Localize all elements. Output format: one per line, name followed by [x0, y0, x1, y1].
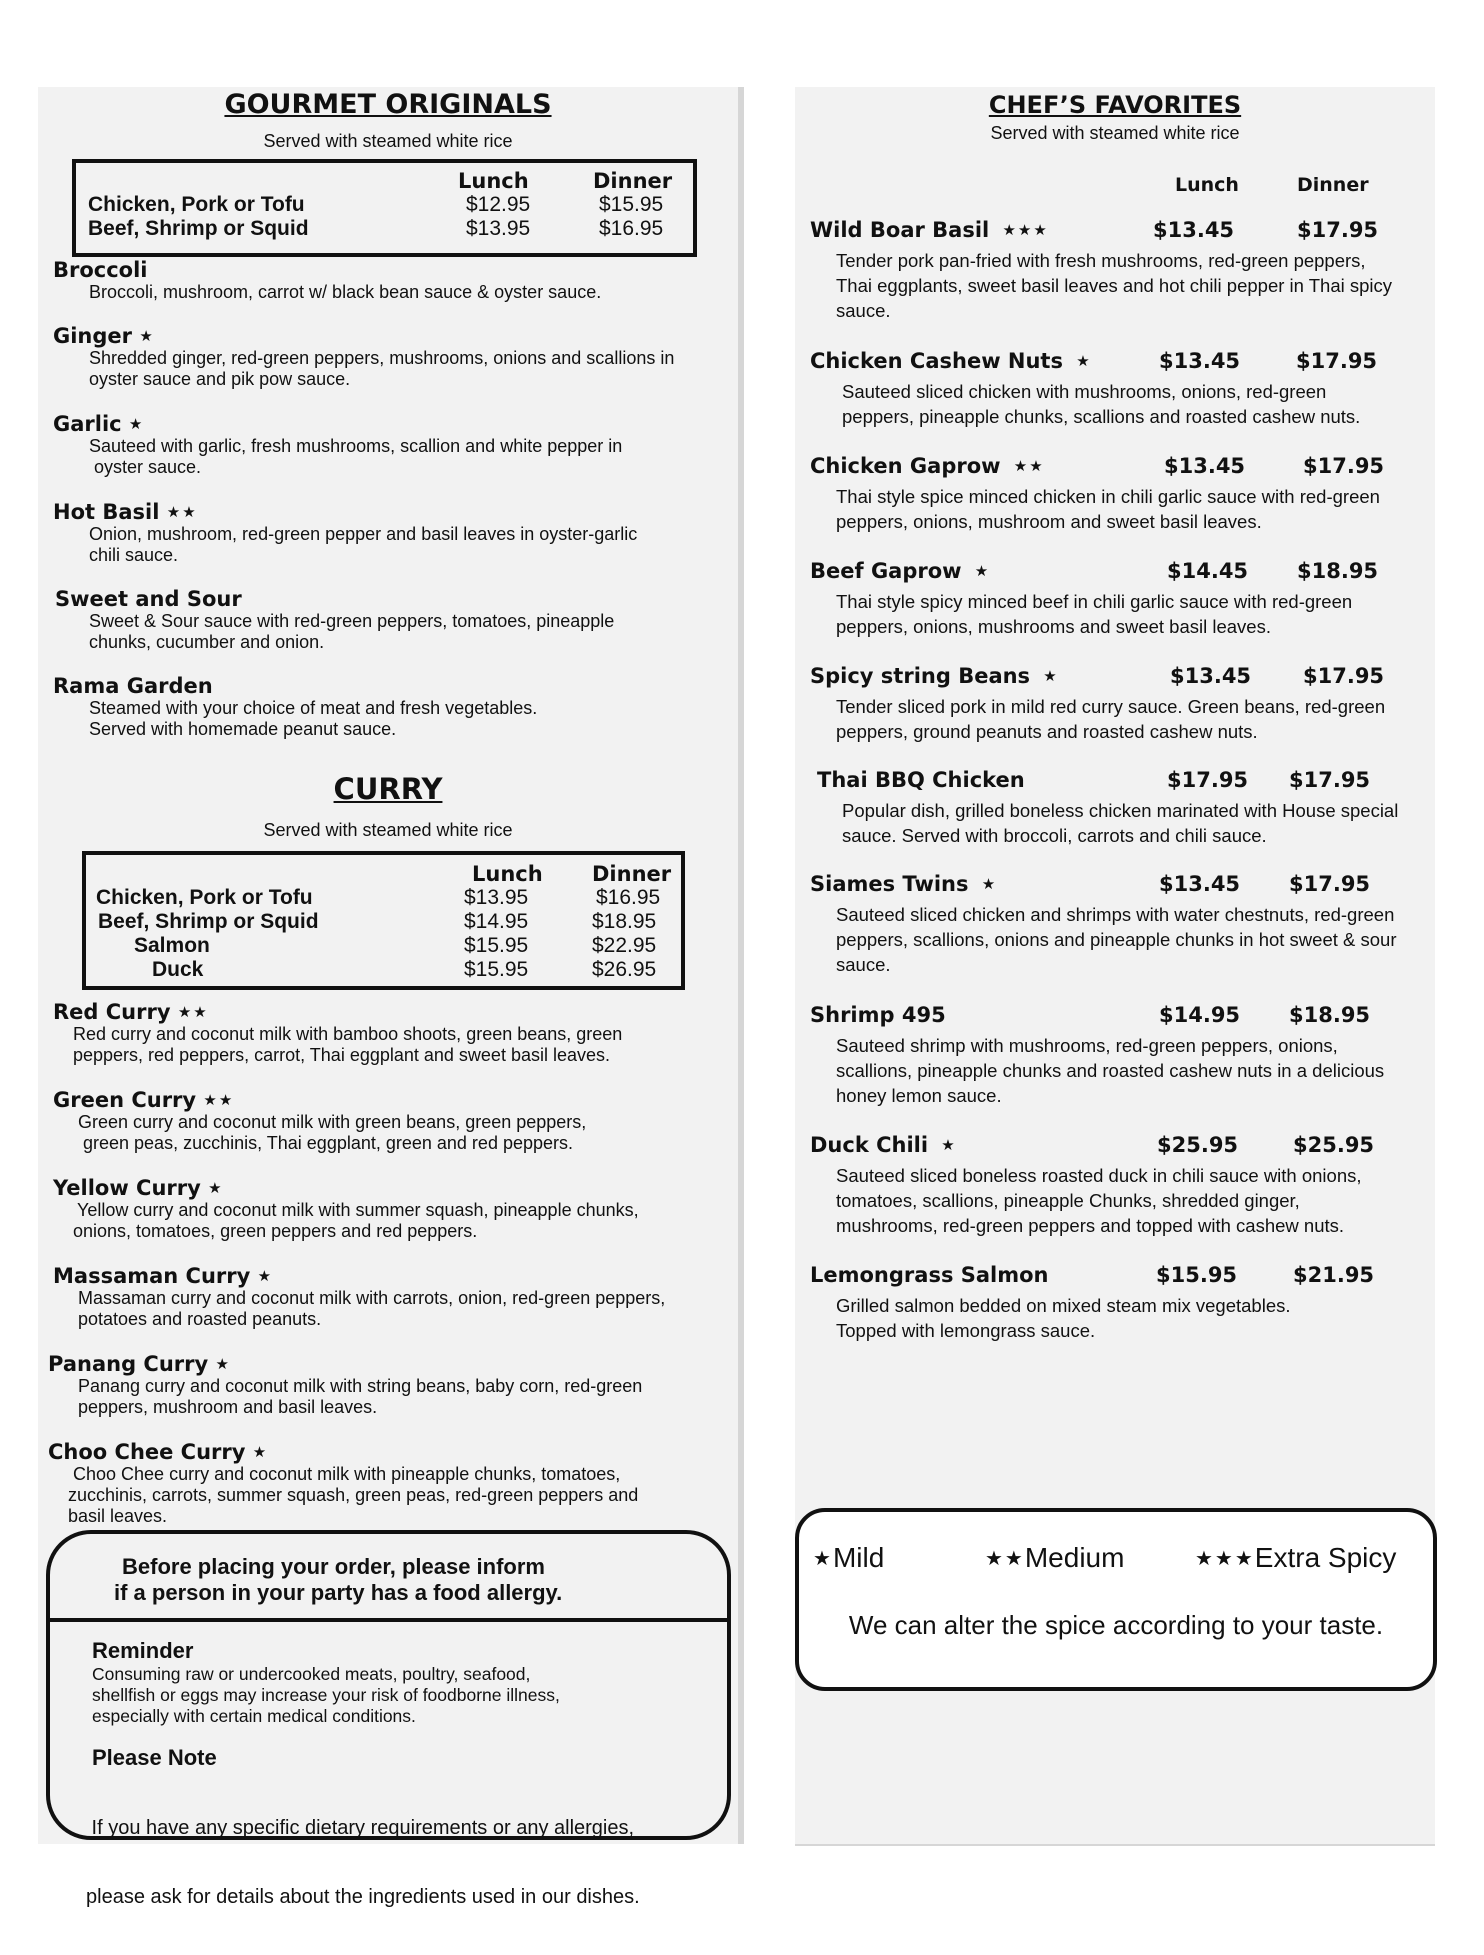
item-name: Shrimp 495 — [810, 1003, 946, 1027]
item-name: Siames Twins ★ — [810, 872, 998, 896]
menu-item-massaman-curry — [53, 1264, 665, 1330]
item-name: Rama Garden — [53, 674, 213, 698]
menu-item-green-curry — [53, 1088, 586, 1154]
item-desc: Broccoli, mushroom, carrot w/ black bean sauce & oyster sauce. — [89, 282, 602, 302]
dinner-price: $17.95 — [1297, 218, 1379, 242]
gourmet-subtitle: Served with steamed white rice — [263, 131, 513, 151]
item-name: Ginger ★ — [53, 324, 155, 348]
dinner-price: $17.95 — [1289, 872, 1371, 896]
curry-price-row: Beef, Shrimp or Squid $14.95 $18.95 — [98, 910, 657, 933]
menu-item-ginger — [53, 324, 674, 390]
item-name: Lemongrass Salmon — [810, 1263, 1049, 1287]
item-desc: Thai style spicy minced beef in chili garlic sauce with red-green peppers, onions, mushrooms and sweet basil leaves. — [836, 591, 1353, 637]
chef-col-dinner: Dinner — [1297, 174, 1369, 196]
item-desc: Steamed with your choice of meat and fresh vegetables. Served with homemade peanut sauce. — [89, 698, 538, 739]
gourmet-price-row: Chicken, Pork or Tofu $12.95 $15.95 — [88, 193, 664, 216]
curry-col-lunch: Lunch — [472, 862, 543, 886]
lunch-price: $17.95 — [1167, 768, 1249, 792]
dinner-price: $18.95 — [1289, 1003, 1371, 1027]
lunch-price: $14.45 — [1167, 559, 1249, 583]
spice-note: We can alter the spice according to your taste. — [848, 1610, 1384, 1640]
spice-medium: ★★Medium — [985, 1542, 1125, 1573]
item-desc: Red curry and coconut milk with bamboo shoots, green beans, green peppers, red peppers, carrot, Thai eggplant and sweet basil leaves. — [73, 1024, 623, 1065]
item-name: Duck Chili ★ — [810, 1133, 957, 1157]
spice-star-icon: ★★ — [203, 1091, 235, 1109]
item-name: Wild Boar Basil ★★★ — [810, 218, 1049, 242]
lunch-price: $13.45 — [1170, 664, 1252, 688]
gourmet-title: GOURMET ORIGINALS — [224, 89, 552, 120]
dinner-price: $21.95 — [1293, 1263, 1375, 1287]
reminder-section: Reminder Consuming raw or undercooked meats, poultry, seafood, shellfish or eggs may increase your risk of foodborne illness, especially with certain medical conditions. — [92, 1638, 560, 1726]
menu-item-panang-curry — [48, 1352, 642, 1418]
item-desc: Sauteed with garlic, fresh mushrooms, scallion and white pepper in oyster sauce. — [89, 436, 623, 477]
lunch-price: $15.95 — [1156, 1263, 1238, 1287]
item-name: Massaman Curry ★ — [53, 1264, 274, 1288]
curry-title: CURRY — [333, 772, 443, 806]
item-name: Choo Chee Curry ★ — [48, 1440, 269, 1464]
allergy-notice-box — [46, 1530, 731, 1908]
item-name: Sweet and Sour — [55, 587, 242, 611]
item-desc: Popular dish, grilled boneless chicken marinated with House special sauce. Served with broccoli, carrots and chili sauce. — [842, 800, 1399, 846]
item-name: Hot Basil ★★ — [53, 500, 198, 524]
dinner-price: $17.95 — [1296, 349, 1378, 373]
menu-item-red-curry — [53, 1000, 622, 1066]
menu-item-sweet-and-sour — [55, 587, 614, 653]
item-desc: Massaman curry and coconut milk with carrots, onion, red-green peppers, potatoes and roasted peanuts. — [78, 1288, 666, 1329]
spice-mild: ★Mild — [813, 1542, 885, 1573]
dinner-price: $17.95 — [1303, 454, 1385, 478]
menu-item-garlic — [53, 412, 622, 478]
lunch-price: $13.45 — [1159, 349, 1241, 373]
item-name: Broccoli — [53, 258, 148, 282]
item-name: Chicken Cashew Nuts ★ — [810, 349, 1092, 373]
curry-price-box — [82, 851, 685, 990]
item-desc: Grilled salmon bedded on mixed steam mix vegetables. Topped with lemongrass sauce. — [836, 1295, 1291, 1341]
reminder-title: Reminder — [92, 1638, 194, 1663]
curry-price-row: Salmon $15.95 $22.95 — [134, 934, 657, 957]
item-desc: Tender sliced pork in mild red curry sauce. Green beans, red-green peppers, ground peanuts and roasted cashew nuts. — [836, 696, 1386, 742]
spice-star-icon: ★ — [1068, 352, 1092, 370]
item-name: Chicken Gaprow ★★ — [810, 454, 1045, 478]
item-desc: Panang curry and coconut milk with string beans, baby corn, red-green peppers, mushroom and basil leaves. — [78, 1376, 643, 1417]
item-desc: Choo Chee curry and coconut milk with pineapple chunks, tomatoes, zucchinis, carrots, summer squash, green peas, red-green peppers and basil leaves. — [68, 1464, 639, 1526]
spice-star-icon: ★ — [974, 875, 998, 893]
allergy-warning: Before placing your order, please inform if a person in your party has a food allergy. — [114, 1554, 563, 1605]
spice-star-icon: ★ — [252, 1443, 269, 1461]
dinner-price: $18.95 — [1297, 559, 1379, 583]
item-desc: Tender pork pan-fried with fresh mushrooms, red-green peppers, Thai eggplants, sweet basil leaves and hot chili pepper in Thai spicy sauce. — [836, 250, 1393, 321]
spice-star-icon: ★★ — [177, 1003, 209, 1021]
dinner-price: $25.95 — [1293, 1133, 1375, 1157]
allergy-divider — [50, 1618, 727, 1622]
item-desc: Thai style spice minced chicken in chili garlic sauce with red-green peppers, onions, mushroom and sweet basil leaves. — [836, 486, 1380, 532]
spice-extra-spicy: ★★★Extra Spicy — [1195, 1542, 1397, 1573]
lunch-price: $13.45 — [1164, 454, 1246, 478]
item-desc: Shredded ginger, red-green peppers, mushrooms, onions and scallions in oyster sauce and pik pow sauce. — [89, 348, 675, 389]
item-name: Spicy string Beans ★ — [810, 664, 1059, 688]
item-desc: Yellow curry and coconut milk with summer squash, pineapple chunks, onions, tomatoes, green peppers and red peppers. — [73, 1200, 639, 1241]
item-name: Panang Curry ★ — [48, 1352, 231, 1376]
item-name: Beef Gaprow ★ — [810, 559, 991, 583]
item-name: Green Curry ★★ — [53, 1088, 235, 1112]
item-name: Garlic ★ — [53, 412, 145, 436]
item-desc: Onion, mushroom, red-green pepper and basil leaves in oyster-garlic chili sauce. — [89, 524, 638, 565]
spice-star-icon: ★★ — [985, 1548, 1025, 1570]
gourmet-col-dinner: Dinner — [593, 169, 673, 193]
item-desc: Sauteed sliced chicken and shrimps with water chestnuts, red-green peppers, scallions, onions and pineapple chunks in hot sweet & sour sauce. — [836, 904, 1397, 975]
lunch-price: $25.95 — [1157, 1133, 1239, 1157]
item-desc: Green curry and coconut milk with green beans, green peppers, green peas, zucchinis, Thai eggplant, green and red peppers. — [78, 1112, 587, 1153]
gourmet-price-row: Beef, Shrimp or Squid $13.95 $16.95 — [88, 217, 664, 240]
menu-item-broccoli — [53, 258, 601, 303]
lunch-price: $13.45 — [1153, 218, 1235, 242]
menu-item-rama-garden — [53, 674, 537, 740]
chef-title: CHEF’S FAVORITES — [988, 91, 1242, 119]
curry-price-row: Chicken, Pork or Tofu $13.95 $16.95 — [96, 886, 661, 909]
item-name: Red Curry ★★ — [53, 1000, 209, 1024]
curry-col-dinner: Dinner — [592, 862, 672, 886]
spice-star-icon: ★ — [257, 1267, 274, 1285]
spice-star-icon: ★★★ — [1195, 1548, 1255, 1570]
menu-item-choo-chee-curry — [48, 1440, 638, 1527]
please-note-section: Please Note If you have any specific dietary requirements or any allergies, please ask for details about the ingredients used in our dishes. — [86, 1745, 640, 1908]
item-desc: Sweet & Sour sauce with red-green peppers, tomatoes, pineapple chunks, cucumber and onion. — [89, 611, 615, 652]
dinner-price: $17.95 — [1289, 768, 1371, 792]
item-desc: Sauteed sliced chicken with mushrooms, onions, red-green peppers, pineapple chunks, scallions and roasted cashew nuts. — [842, 381, 1361, 427]
curry-subtitle: Served with steamed white rice — [263, 820, 513, 840]
spice-star-icon: ★★ — [166, 503, 198, 521]
item-desc: Sauteed sliced boneless roasted duck in chili sauce with onions, tomatoes, scallions, pineapple Chunks, shredded ginger, mushrooms, red-green peppers and topped with cashew nuts. — [836, 1165, 1362, 1236]
gourmet-price-box — [72, 159, 697, 257]
menu-item-hot-basil — [53, 500, 637, 566]
gourmet-col-lunch: Lunch — [458, 169, 529, 193]
lunch-price: $14.95 — [1159, 1003, 1241, 1027]
spice-star-icon: ★ — [813, 1548, 833, 1570]
spice-star-icon: ★★ — [1006, 457, 1045, 475]
lunch-price: $13.45 — [1159, 872, 1241, 896]
spice-star-icon: ★ — [1036, 667, 1059, 685]
note-title: Please Note — [92, 1745, 217, 1770]
item-desc: Sauteed shrimp with mushrooms, red-green peppers, onions, scallions, pineapple chunks and roasted cashew nuts in a delicious honey lemon sauce. — [836, 1035, 1385, 1106]
spice-star-icon: ★ — [215, 1355, 231, 1373]
item-name: Yellow Curry ★ — [53, 1176, 224, 1200]
dinner-price: $17.95 — [1303, 664, 1385, 688]
spice-legend-box — [795, 1508, 1437, 1691]
spice-star-icon: ★ — [967, 562, 991, 580]
spice-star-icon: ★★★ — [995, 221, 1049, 239]
chef-subtitle: Served with steamed white rice — [990, 123, 1240, 143]
spice-star-icon: ★ — [934, 1136, 957, 1154]
item-name: Thai BBQ Chicken — [817, 768, 1025, 792]
spice-star-icon: ★ — [208, 1179, 224, 1197]
chef-col-lunch: Lunch — [1175, 174, 1239, 196]
curry-price-row: Duck $15.95 $26.95 — [152, 958, 657, 981]
menu-item-yellow-curry — [53, 1176, 639, 1242]
spice-star-icon: ★ — [128, 415, 145, 433]
spice-star-icon: ★ — [139, 327, 155, 345]
